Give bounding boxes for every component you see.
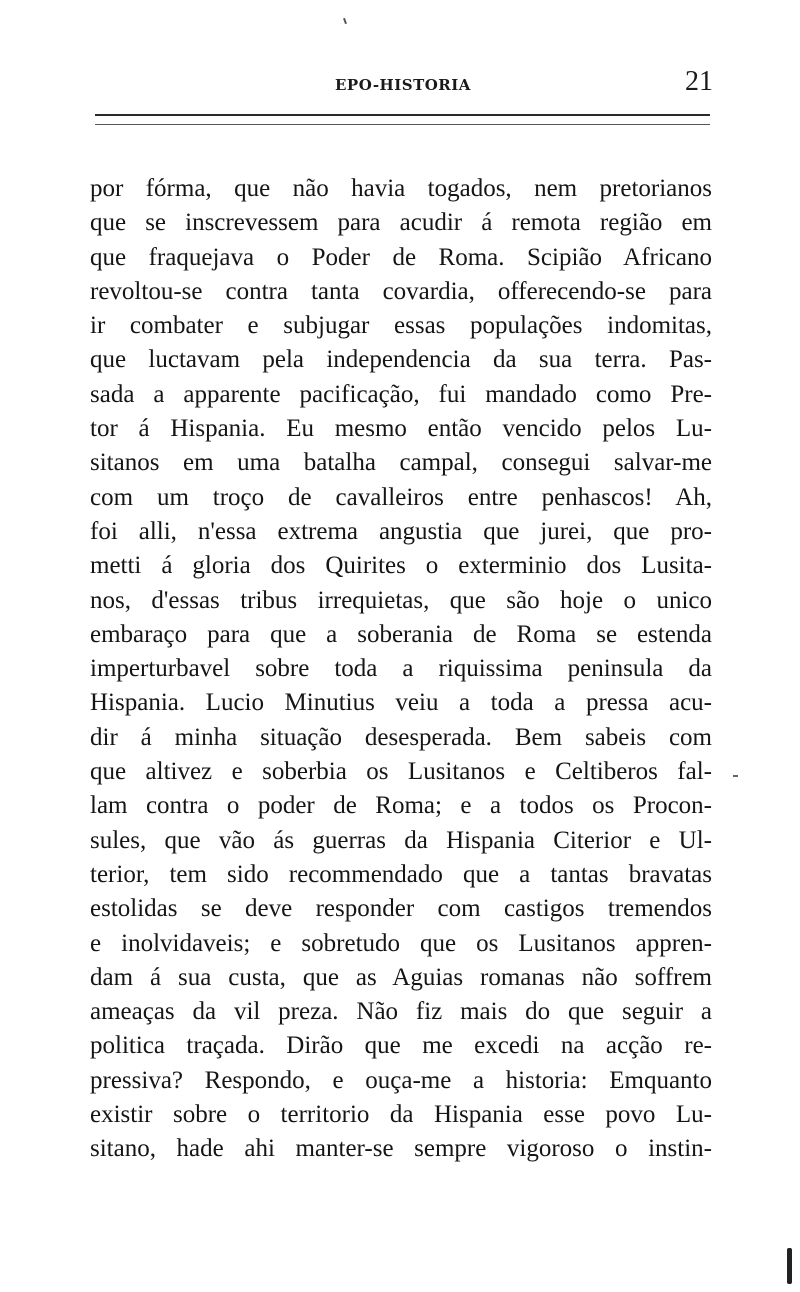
text-line: sada a apparente pacificação, fui mandado como Pre- [90,380,712,408]
text-line: foi alli, n'essa extrema angustia que jurei, que pro- [90,517,712,545]
text-line: e inolvidaveis; e sobretudo que os Lusitanos appren- [90,929,712,957]
text-line: Hispania. Lucio Minutius veiu a toda a pressa acu- [90,689,712,717]
text-line: metti á gloria dos Quirites o exterminio dos Lusita- [90,552,712,580]
margin-mark [733,775,738,777]
text-line: sitanos em uma batalha campal, consegui salvar-me [90,449,712,477]
text-line: dam á sua custa, que as Aguias romanas não soffrem [90,963,712,991]
text-line: terior, tem sido recommendado que a tantas bravatas [90,860,712,888]
text-line: pressiva? Respondo, e ouça-me a historia: Emquanto [90,1066,712,1094]
text-line: que luctavam pela independencia da sua terra. Pas- [90,346,712,374]
text-line: revoltou-se contra tanta covardia, offerecendo-se para [90,277,712,305]
page-header [90,60,715,100]
page-number: 21 [685,66,713,97]
body-text [90,172,712,1167]
print-speck [343,18,347,24]
text-line: tor á Hispania. Eu mesmo então vencido pelos Lu- [90,415,712,443]
text-line: sules, que vão ás guerras da Hispania Citerior e Ul- [90,826,712,854]
text-line: imperturbavel sobre toda a riquissima peninsula da [90,655,712,683]
text-line: que se inscrevessem para acudir á remota região em [90,209,712,237]
text-line: embaraço para que a soberania de Roma se estenda [90,620,712,648]
text-line: por fórma, que não havia togados, nem pretorianos [90,175,712,202]
header-rule-top [95,114,710,116]
text-line: estolidas se deve responder com castigos tremendos [90,895,712,923]
header-rule-bottom [95,124,710,125]
text-line: nos, d'essas tribus irrequietas, que são hoje o unico [90,586,712,614]
text-line: politica traçada. Dirão que me excedi na acção re- [90,1032,712,1060]
text-line: ir combater e subjugar essas populações indomitas, [90,312,712,340]
text-line: lam contra o poder de Roma; e a todos os Procon- [90,792,712,820]
text-line: ameaças da vil preza. Não fiz mais do que seguir a [90,998,712,1026]
text-line: que altivez e soberbia os Lusitanos e Celtiberos fal- [90,758,712,786]
text-line: com um troço de cavalleiros entre penhascos! Ah, [90,483,712,511]
text-line: existir sobre o territorio da Hispania esse povo Lu- [90,1101,712,1129]
text-line: dir á minha situação desesperada. Bem sabeis com [90,723,712,751]
text-line: que fraquejava o Poder de Roma. Scipião Africano [90,243,712,271]
text-line: sitano, hade ahi manter-se sempre vigoroso o instin- [90,1135,712,1163]
page-edge-mark [787,1248,792,1284]
running-head: EPO-HISTORIA [335,76,471,94]
